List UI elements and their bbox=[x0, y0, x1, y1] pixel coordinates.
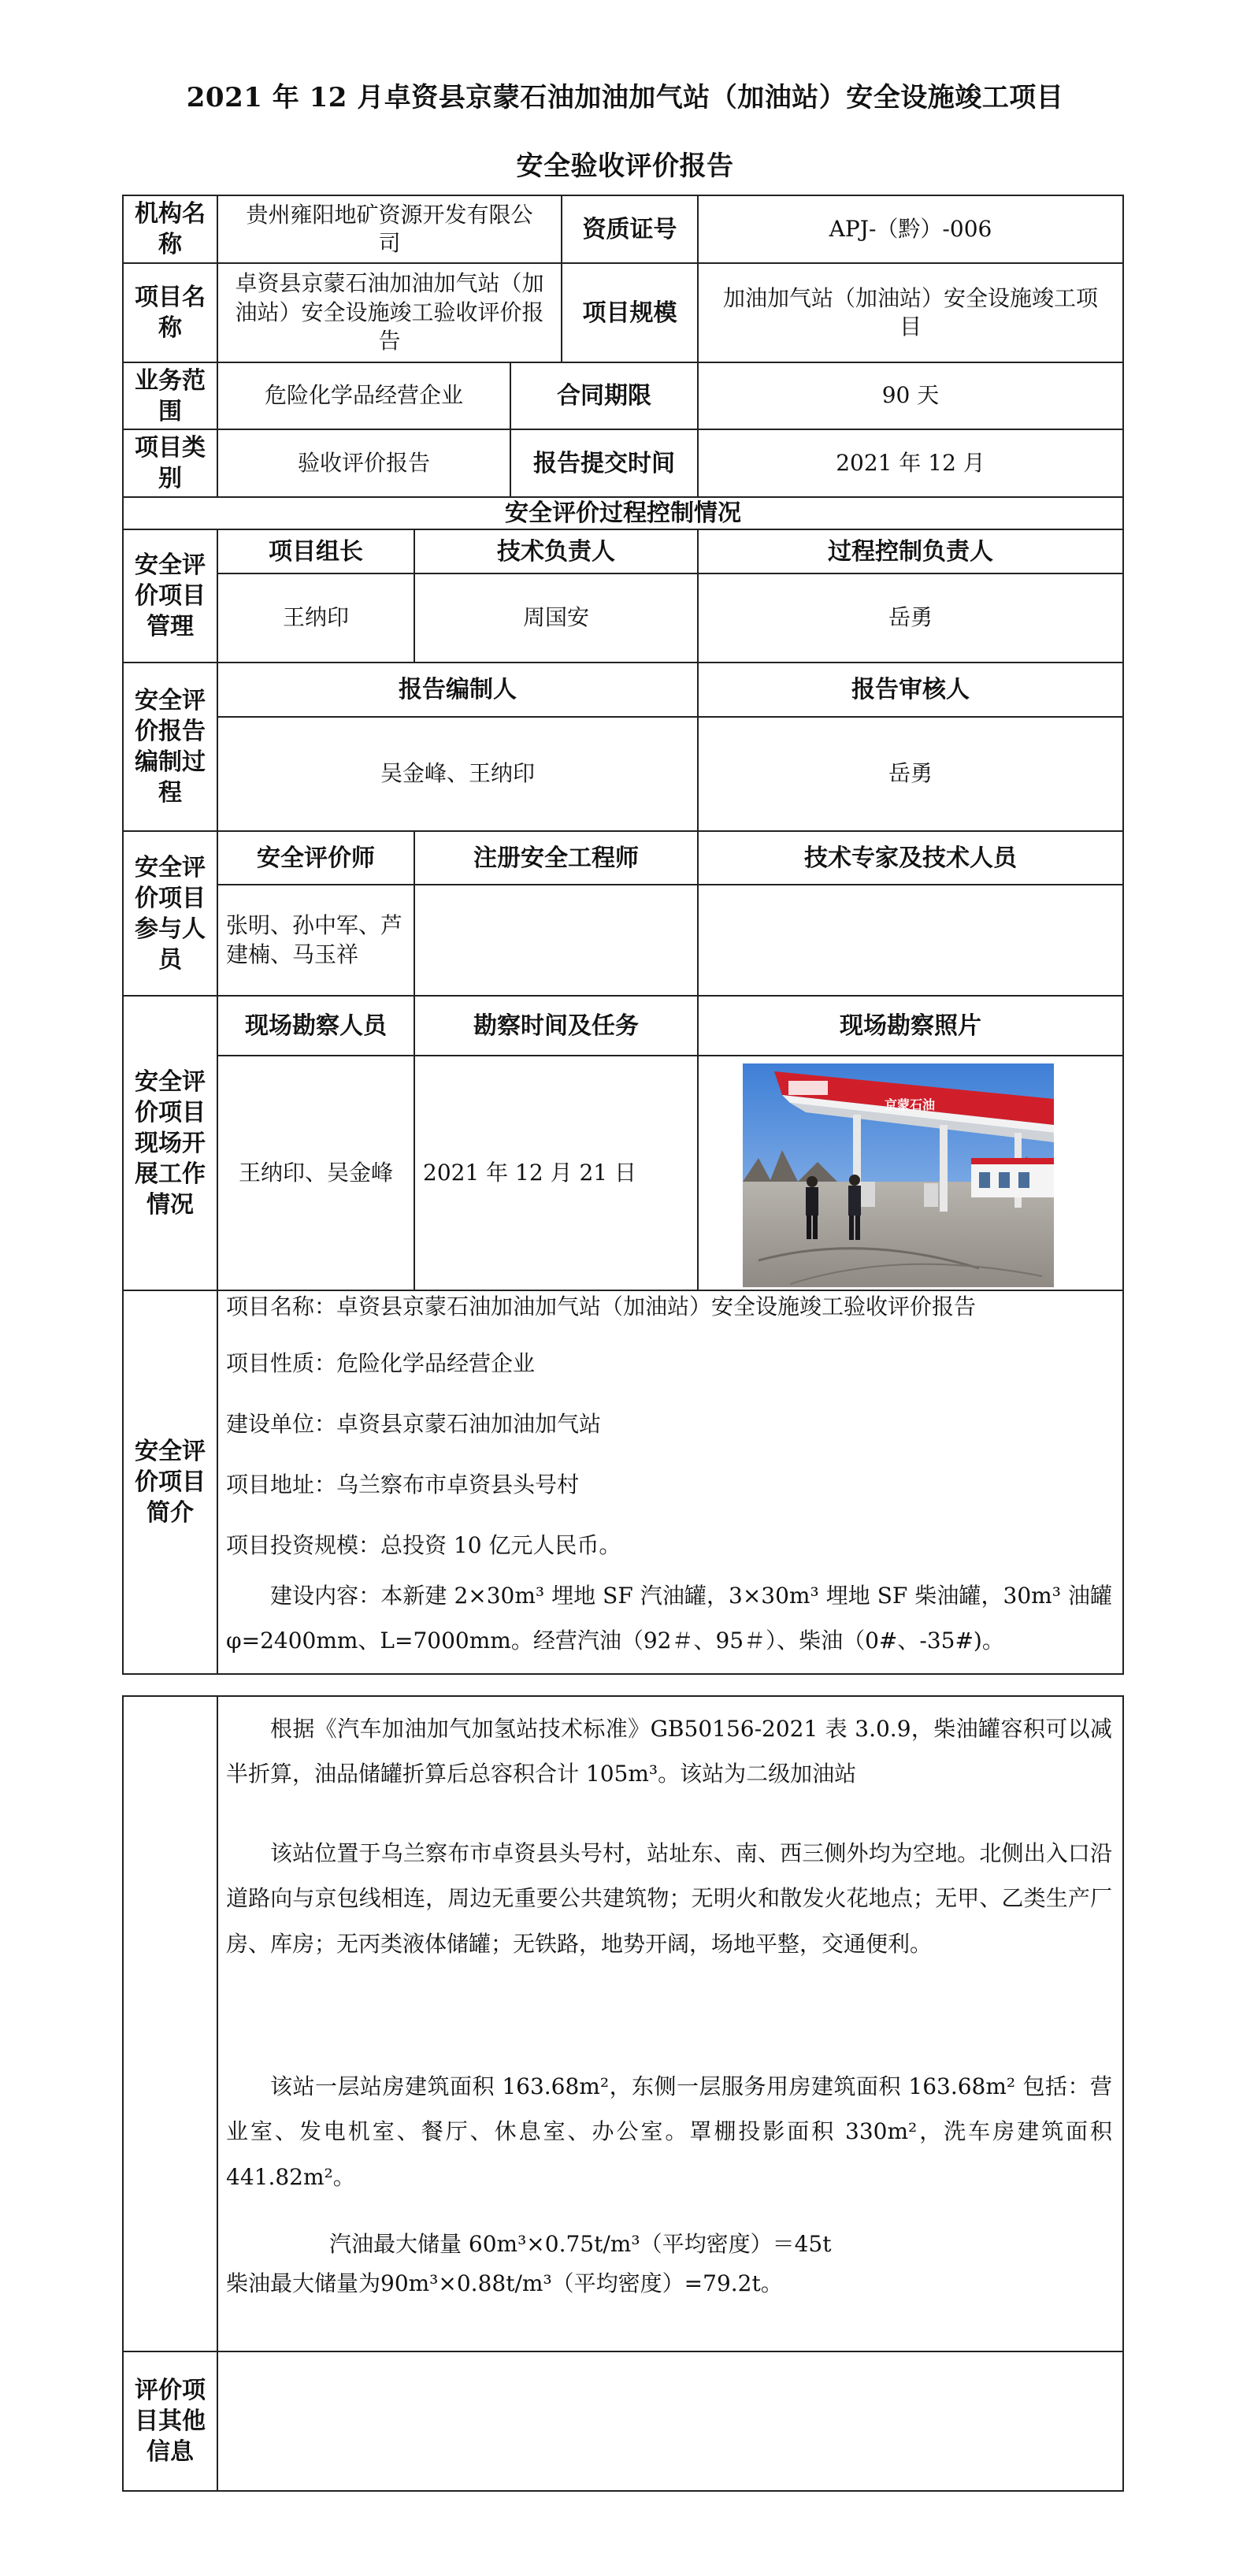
survey-time-label: 勘察时间及任务 bbox=[473, 1011, 639, 1040]
evaluator-label: 安全评价师 bbox=[257, 844, 375, 872]
contract-period-value: 90 天 bbox=[881, 382, 940, 409]
report-writer-value: 吴金峰、王纳印 bbox=[380, 760, 535, 787]
cert-value: APJ-（黔）-006 bbox=[829, 215, 992, 242]
brief-project-nature: 项目性质：危险化学品经营企业 bbox=[226, 1350, 536, 1376]
brief-content: 建设内容：本新建 2×30m³ 埋地 SF 汽油罐，3×30m³ 埋地 SF 柴油罐，30m³ 油罐 φ=2400mm、L=7000mm。经营汽油（92＃、95＃）、柴油（0#、-35#)。 bbox=[226, 1583, 1112, 1654]
process-section-title: 安全评价过程控制情况 bbox=[505, 499, 741, 527]
other-info-label: 评价项目其他信息 bbox=[135, 2377, 206, 2466]
org-name-value: 贵州雍阳地矿资源开发有限公司 bbox=[246, 201, 533, 256]
project-name-label: 项目名称 bbox=[135, 284, 206, 342]
report-reviewer-label: 报告审核人 bbox=[851, 676, 970, 703]
project-scale-value: 加油加气站（加油站）安全设施竣工项目 bbox=[722, 284, 1098, 340]
paragraph-area: 该站一层站房建筑面积 163.68m²，东侧一层服务用房建筑面积 163.68m² 包括：营业室、发电机室、餐厅、休息室、办公室。罩棚投影面积 330m²，洗车房建筑面积 441.82m²。 bbox=[226, 2073, 1112, 2190]
brief-address: 项目地址：乌兰察布市卓资县头号村 bbox=[226, 1472, 580, 1498]
brief-investment: 项目投资规模：总投资 10 亿元人民币。 bbox=[226, 1532, 621, 1558]
paragraph-standard: 根据《汽车加油加气加氢站技术标准》GB50156-2021 表 3.0.9，柴油罐容积可以减半折算，油品储罐折算后总容积合计 105m³。该站为二级加油站 bbox=[226, 1716, 1112, 1787]
document-subtitle: 安全验收评价报告 bbox=[516, 150, 734, 182]
surveyor-value: 王纳印、吴金峰 bbox=[238, 1159, 393, 1186]
expert-label: 技术专家及技术人员 bbox=[804, 844, 1017, 872]
submit-time-value: 2021 年 12 月 bbox=[836, 449, 985, 476]
report-process-label: 安全评价报告编制过程 bbox=[135, 687, 206, 807]
business-scope-label: 业务范围 bbox=[135, 366, 206, 425]
leader-value: 王纳印 bbox=[282, 604, 349, 631]
contract-period-label: 合同期限 bbox=[557, 382, 651, 410]
tech-lead-label: 技术负责人 bbox=[497, 537, 615, 566]
project-scale-label: 项目规模 bbox=[582, 299, 677, 327]
tech-lead-value: 周国安 bbox=[522, 604, 589, 631]
evaluator-value: 张明、孙中军、芦建楠、马玉祥 bbox=[226, 912, 403, 967]
photo-sign-text: 京蒙石油 bbox=[885, 1097, 936, 1112]
process-control-value: 岳勇 bbox=[888, 604, 933, 631]
submit-time-label: 报告提交时间 bbox=[533, 449, 675, 477]
gasoline-storage: 汽油最大储量 60m³×0.75t/m³（平均密度）＝45t bbox=[329, 2231, 832, 2257]
survey-time-value: 2021 年 12 月 21 日 bbox=[423, 1159, 637, 1186]
leader-label: 项目组长 bbox=[269, 537, 363, 566]
engineer-label: 注册安全工程师 bbox=[473, 844, 639, 872]
process-control-label: 过程控制负责人 bbox=[828, 537, 993, 566]
report-reviewer-value: 岳勇 bbox=[888, 760, 933, 787]
cert-label: 资质证号 bbox=[582, 215, 677, 243]
site-work-label: 安全评价项目现场开展工作情况 bbox=[135, 1067, 206, 1219]
org-name-label: 机构名称 bbox=[135, 200, 206, 258]
business-scope-value: 危险化学品经营企业 bbox=[264, 382, 463, 409]
surveyor-label: 现场勘察人员 bbox=[245, 1011, 387, 1040]
paragraph-location: 该站位置于乌兰察布市卓资县头号村，站址东、南、西三侧外均为空地。北侧出入口沿道路向与京包线相连，周边无重要公共建筑物；无明火和散发火花地点；无甲、乙类生产厂房、库房；无丙类液体储罐；无铁路，地势开阔，场地平整，交通便利。 bbox=[226, 1840, 1112, 1957]
mgmt-label: 安全评价项目管理 bbox=[135, 551, 206, 640]
site-photo-label: 现场勘察照片 bbox=[840, 1011, 981, 1040]
brief-label: 安全评价项目简介 bbox=[135, 1438, 206, 1527]
document-title: 2021 年 12 月卓资县京蒙石油加油加气站（加油站）安全设施竣工项目 bbox=[186, 82, 1064, 113]
project-name-value: 卓资县京蒙石油加油加气站（加油站）安全设施竣工验收评价报告 bbox=[235, 270, 544, 354]
project-type-value: 验收评价报告 bbox=[297, 449, 430, 476]
members-label: 安全评价项目参与人员 bbox=[135, 853, 206, 974]
diesel-storage: 柴油最大储量为90m³×0.88t/m³（平均密度）=79.2t。 bbox=[226, 2270, 783, 2296]
brief-builder: 建设单位：卓资县京蒙石油加油加气站 bbox=[226, 1411, 602, 1437]
report-writer-label: 报告编制人 bbox=[399, 676, 517, 703]
brief-project-name: 项目名称：卓资县京蒙石油加油加气站（加油站）安全设施竣工验收评价报告 bbox=[226, 1294, 977, 1320]
project-type-label: 项目类别 bbox=[135, 434, 206, 492]
